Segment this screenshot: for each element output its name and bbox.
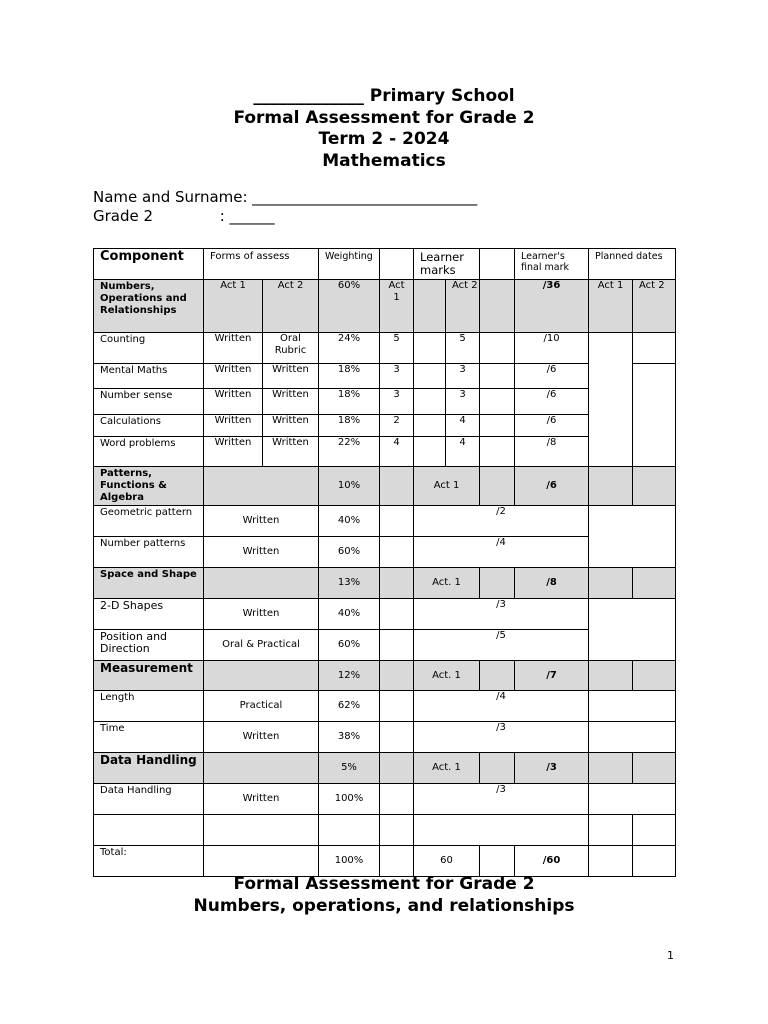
row-form: Written: [204, 599, 319, 630]
row-mark2: 3: [446, 364, 480, 389]
row-label: Counting: [94, 333, 204, 364]
total-weight: 100%: [319, 846, 380, 877]
row-mark2: 4: [446, 415, 480, 437]
table-row: [94, 506, 676, 537]
mark-act1-label: Act 1: [380, 280, 414, 333]
row-weight: 22%: [319, 437, 380, 467]
row-form2: Written: [263, 437, 319, 467]
row-mark2: 3: [446, 389, 480, 415]
row-mark: /3: [414, 784, 589, 815]
row-mark2: 4: [446, 437, 480, 467]
section-patterns-row: [94, 467, 676, 506]
row-label: Mental Maths: [94, 364, 204, 389]
footer-line-1: Formal Assessment for Grade 2: [233, 874, 535, 894]
header-component: Component: [94, 249, 204, 280]
row-label: Data Handling: [94, 784, 204, 815]
header-forms: Forms of assess: [204, 249, 319, 280]
section-final-mark: /7: [515, 661, 589, 691]
subject-title: Mathematics: [322, 150, 446, 171]
section-title: Numbers, Operations and Relationships: [94, 280, 204, 333]
section-act-label: Act 1: [414, 467, 480, 506]
section-space-row: [94, 568, 676, 599]
document-title: [0, 86, 768, 172]
row-form1: Written: [204, 333, 263, 364]
plan-act1-label: Act 1: [589, 280, 633, 333]
row-form: Practical: [204, 691, 319, 722]
section-act-label: Act. 1: [414, 753, 480, 784]
form-act1-label: Act 1: [204, 280, 263, 333]
section-final-mark: /8: [515, 568, 589, 599]
footer-heading: [0, 874, 768, 917]
row-final: /10: [515, 333, 589, 364]
row-weight: 60%: [319, 537, 380, 568]
table-row: [94, 537, 676, 568]
row-form2: Written: [263, 389, 319, 415]
row-weight: 24%: [319, 333, 380, 364]
row-form: Written: [204, 537, 319, 568]
row-weight: 38%: [319, 722, 380, 753]
row-mark: /2: [414, 506, 589, 537]
header-final-mark: Learner's final mark: [515, 249, 589, 280]
row-weight: 18%: [319, 389, 380, 415]
row-form: Written: [204, 784, 319, 815]
row-form2: Oral Rubric: [263, 333, 319, 364]
row-final: /6: [515, 415, 589, 437]
row-form1: Written: [204, 415, 263, 437]
assessment-title: Formal Assessment for Grade 2: [233, 107, 535, 128]
row-mark1: 3: [380, 389, 414, 415]
section-weight: 13%: [319, 568, 380, 599]
row-form2: Written: [263, 415, 319, 437]
total-row: [94, 846, 676, 877]
section-final-mark: /6: [515, 467, 589, 506]
name-surname-line: Name and Surname: ______________________________: [93, 188, 478, 206]
school-name: _____________ Primary School: [253, 86, 515, 106]
empty-row: [94, 815, 676, 846]
header-learner-marks: Learner marks: [414, 249, 480, 280]
row-weight: 40%: [319, 506, 380, 537]
section-final-mark: /36: [515, 280, 589, 333]
section-weight: 10%: [319, 467, 380, 506]
table-row: [94, 599, 676, 630]
row-form: Oral & Practical: [204, 630, 319, 661]
table-row: [94, 722, 676, 753]
total-final-mark: /60: [515, 846, 589, 877]
row-weight: 18%: [319, 364, 380, 389]
form-act2-label: Act 2: [263, 280, 319, 333]
row-final: /6: [515, 389, 589, 415]
section-weight: 5%: [319, 753, 380, 784]
row-mark: /4: [414, 537, 589, 568]
page-number: 1: [667, 949, 674, 962]
table-row: [94, 784, 676, 815]
row-mark: /5: [414, 630, 589, 661]
row-form1: Written: [204, 437, 263, 467]
row-label: Geometric pattern: [94, 506, 204, 537]
header-planned-dates: Planned dates: [589, 249, 676, 280]
row-weight: 100%: [319, 784, 380, 815]
row-label: Number sense: [94, 389, 204, 415]
header-weighting: Weighting: [319, 249, 380, 280]
row-final: /6: [515, 364, 589, 389]
row-mark1: 5: [380, 333, 414, 364]
section-title: Measurement: [94, 661, 204, 691]
row-mark1: 4: [380, 437, 414, 467]
section-data-row: [94, 753, 676, 784]
table-row: [94, 415, 676, 437]
row-weight: 40%: [319, 599, 380, 630]
row-mark: /3: [414, 722, 589, 753]
section-weight: 12%: [319, 661, 380, 691]
section-title: Data Handling: [94, 753, 204, 784]
row-label: Word problems: [94, 437, 204, 467]
table-header-row: [94, 249, 676, 280]
row-form: Written: [204, 722, 319, 753]
section-act-label: Act. 1: [414, 661, 480, 691]
row-mark2: 5: [446, 333, 480, 364]
row-form1: Written: [204, 364, 263, 389]
table-row: [94, 691, 676, 722]
footer-line-2: Numbers, operations, and relationships: [193, 895, 575, 916]
section-weight: 60%: [319, 280, 380, 333]
row-mark1: 2: [380, 415, 414, 437]
row-final: /8: [515, 437, 589, 467]
section-title: Space and Shape: [94, 568, 204, 599]
table-row: [94, 389, 676, 415]
section-title: Patterns, Functions & Algebra: [94, 467, 204, 506]
table-row: [94, 333, 676, 364]
term-title: Term 2 - 2024: [318, 129, 450, 149]
row-weight: 18%: [319, 415, 380, 437]
section-measurement-row: [94, 661, 676, 691]
row-label: Calculations: [94, 415, 204, 437]
table-row: [94, 364, 676, 389]
row-form: Written: [204, 506, 319, 537]
section-final-mark: /3: [515, 753, 589, 784]
row-mark: /4: [414, 691, 589, 722]
row-label: Length: [94, 691, 204, 722]
grade-line: Grade 2 : ______: [93, 207, 275, 225]
section-act-label: Act. 1: [414, 568, 480, 599]
total-label: Total:: [94, 846, 204, 877]
table-row: [94, 437, 676, 467]
row-form2: Written: [263, 364, 319, 389]
row-label: Number patterns: [94, 537, 204, 568]
row-mark: /3: [414, 599, 589, 630]
table-row: [94, 630, 676, 661]
plan-act2-label: Act 2: [633, 280, 676, 333]
row-form1: Written: [204, 389, 263, 415]
mark-act2-label: Act 2: [446, 280, 480, 333]
row-label: Time: [94, 722, 204, 753]
section-numbers-row: [94, 280, 676, 333]
row-label: Position and Direction: [94, 630, 204, 661]
row-weight: 62%: [319, 691, 380, 722]
row-weight: 60%: [319, 630, 380, 661]
assessment-table: [93, 248, 676, 877]
row-label: 2-D Shapes: [94, 599, 204, 630]
total-marks: 60: [414, 846, 480, 877]
row-mark1: 3: [380, 364, 414, 389]
